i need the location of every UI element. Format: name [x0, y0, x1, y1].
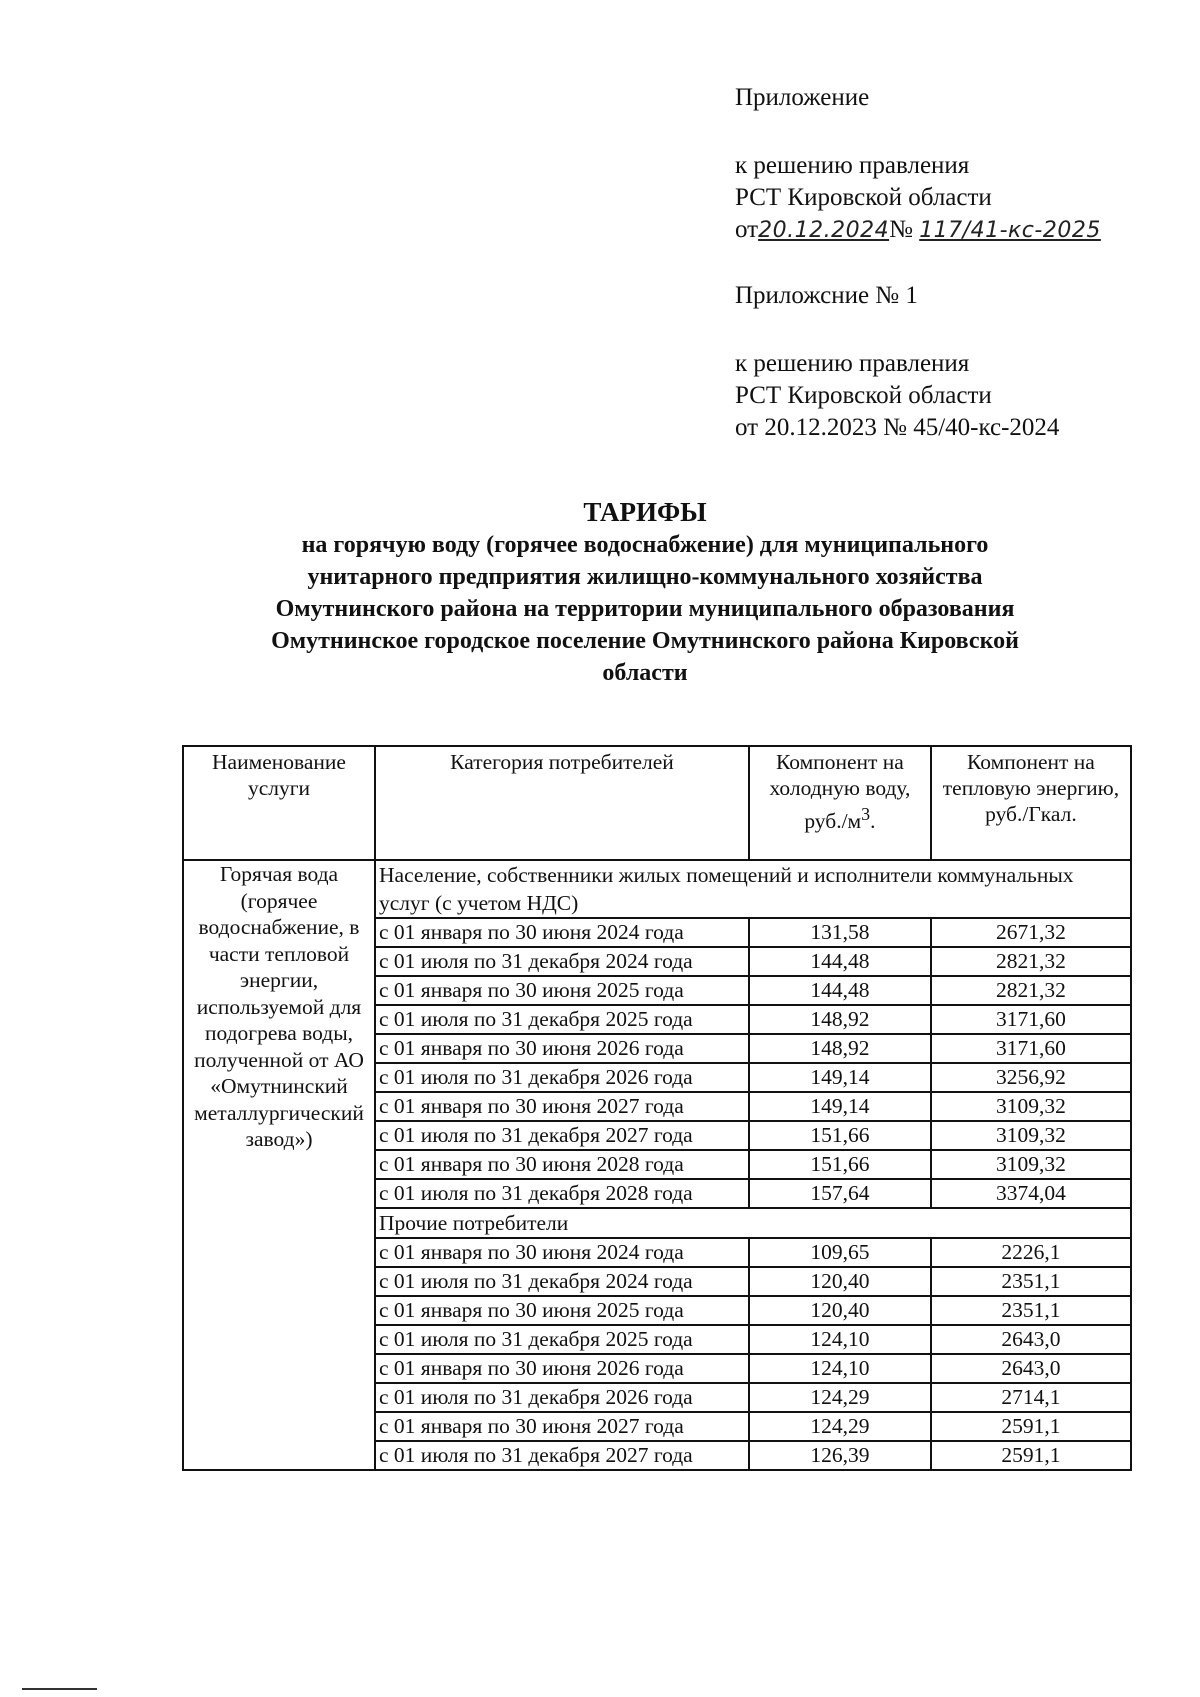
cold-water-price-cell: 124,29	[749, 1383, 931, 1412]
cold-water-price-cell: 144,48	[749, 976, 931, 1005]
title-line: Омутнинского района на территории муниципального образования	[275, 596, 1015, 622]
heat-price-cell: 3109,32	[931, 1092, 1131, 1121]
period-cell: с 01 июля по 31 декабря 2025 года	[375, 1005, 749, 1034]
heat-price-cell: 3374,04	[931, 1179, 1131, 1208]
appendix-to-decision: к решению правления	[735, 152, 970, 179]
original-to-decision: к решению правления	[735, 350, 970, 377]
cold-water-price-cell: 124,29	[749, 1412, 931, 1441]
original-decision-reference	[735, 348, 1059, 444]
header-service: Наименование услуги	[183, 746, 375, 860]
table-header-row	[183, 746, 1131, 860]
footer-divider	[22, 1688, 97, 1690]
heat-price-cell: 2671,32	[931, 918, 1131, 947]
consumer-group-title: Население, собственники жилых помещений и исполнители коммунальных услуг (с учетом НДС)	[375, 860, 1131, 918]
cold-water-price-cell: 131,58	[749, 918, 931, 947]
period-cell: с 01 июля по 31 декабря 2024 года	[375, 947, 749, 976]
table-body	[183, 860, 1131, 1470]
heat-price-cell: 2643,0	[931, 1354, 1131, 1383]
heat-price-cell: 2714,1	[931, 1383, 1131, 1412]
original-authority: РСТ Кировской области	[735, 382, 992, 409]
heat-price-cell: 2821,32	[931, 976, 1131, 1005]
cold-water-price-cell: 151,66	[749, 1121, 931, 1150]
handwritten-date: 20.12.2024	[758, 218, 890, 243]
appendix-date-number: от20.12.2024№ 117/41-кс-2025	[735, 216, 1101, 243]
handwritten-number: 117/41-кс-2025	[919, 218, 1101, 243]
heat-price-cell: 2351,1	[931, 1267, 1131, 1296]
period-cell: с 01 января по 30 июня 2024 года	[375, 1238, 749, 1267]
period-cell: с 01 января по 30 июня 2027 года	[375, 1092, 749, 1121]
heat-price-cell: 3109,32	[931, 1121, 1131, 1150]
cold-water-price-cell: 157,64	[749, 1179, 931, 1208]
period-cell: с 01 января по 30 июня 2025 года	[375, 976, 749, 1005]
cold-water-price-cell: 148,92	[749, 1005, 931, 1034]
header-category: Категория потребителей	[375, 746, 749, 860]
header-cold-water: Компонент на холодную воду, $руб./м^3$.	[749, 746, 931, 860]
document-title	[180, 495, 1110, 689]
period-cell: с 01 июля по 31 декабря 2024 года	[375, 1267, 749, 1296]
original-reference: от 20.12.2023 № 45/40-кс-2024	[735, 414, 1060, 441]
title-main: ТАРИФЫ	[583, 497, 707, 527]
heat-price-cell: 2591,1	[931, 1412, 1131, 1441]
heat-price-cell: 2821,32	[931, 947, 1131, 976]
period-cell: с 01 июля по 31 декабря 2027 года	[375, 1121, 749, 1150]
heat-price-cell: 3256,92	[931, 1063, 1131, 1092]
appendix-label: Приложение	[735, 84, 870, 111]
group-title-row	[183, 860, 1131, 918]
original-appendix-label: Приложсние № 1	[735, 282, 918, 309]
cold-water-price-cell: 144,48	[749, 947, 931, 976]
header-heat: Компонент на тепловую энергию, руб./Гкал.	[931, 746, 1131, 860]
cold-water-price-cell: 148,92	[749, 1034, 931, 1063]
heat-price-cell: 2226,1	[931, 1238, 1131, 1267]
cold-water-price-cell: 124,10	[749, 1325, 931, 1354]
cold-water-price-cell: 149,14	[749, 1063, 931, 1092]
cold-water-price-cell: 120,40	[749, 1296, 931, 1325]
title-line: на горячую воду (горячее водоснабжение) для муниципального	[301, 532, 989, 558]
cold-water-price-cell: 109,65	[749, 1238, 931, 1267]
period-cell: с 01 января по 30 июня 2027 года	[375, 1412, 749, 1441]
period-cell: с 01 июля по 31 декабря 2028 года	[375, 1179, 749, 1208]
tariffs-table	[182, 745, 1132, 1471]
heat-price-cell: 2351,1	[931, 1296, 1131, 1325]
cold-water-price-cell: 151,66	[749, 1150, 931, 1179]
consumer-group-title: Прочие потребители	[375, 1208, 1131, 1238]
period-cell: с 01 января по 30 июня 2026 года	[375, 1034, 749, 1063]
heat-price-cell: 3109,32	[931, 1150, 1131, 1179]
period-cell: с 01 июля по 31 декабря 2027 года	[375, 1441, 749, 1470]
title-line: унитарного предприятия жилищно-коммунального хозяйства	[307, 564, 983, 590]
period-cell: с 01 июля по 31 декабря 2026 года	[375, 1063, 749, 1092]
period-cell: с 01 января по 30 июня 2026 года	[375, 1354, 749, 1383]
cold-water-price-cell: 124,10	[749, 1354, 931, 1383]
cold-water-price-cell: 126,39	[749, 1441, 931, 1470]
appendix-authority: РСТ Кировской области	[735, 184, 992, 211]
title-line: области	[602, 660, 688, 686]
title-line: Омутнинское городское поселение Омутнинского района Кировской	[271, 628, 1019, 654]
service-name-cell: Горячая вода (горячее водоснабжение, в части тепловой энергии, используемой для подогрева воды, полученной от АО «Омутнинский металлургический завод»)	[183, 860, 375, 1470]
appendix-decision-reference	[735, 150, 1101, 247]
period-cell: с 01 января по 30 июня 2025 года	[375, 1296, 749, 1325]
period-cell: с 01 января по 30 июня 2024 года	[375, 918, 749, 947]
heat-price-cell: 3171,60	[931, 1005, 1131, 1034]
period-cell: с 01 июля по 31 декабря 2025 года	[375, 1325, 749, 1354]
cold-water-price-cell: 149,14	[749, 1092, 931, 1121]
heat-price-cell: 3171,60	[931, 1034, 1131, 1063]
cold-water-price-cell: 120,40	[749, 1267, 931, 1296]
period-cell: с 01 января по 30 июня 2028 года	[375, 1150, 749, 1179]
heat-price-cell: 2591,1	[931, 1441, 1131, 1470]
heat-price-cell: 2643,0	[931, 1325, 1131, 1354]
period-cell: с 01 июля по 31 декабря 2026 года	[375, 1383, 749, 1412]
